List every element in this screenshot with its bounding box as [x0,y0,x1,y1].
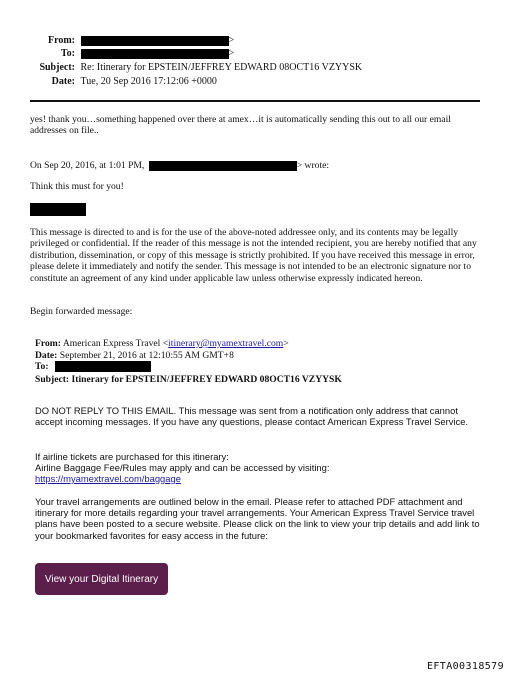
header-subject-row [0,61,362,74]
arrangements-text: Your travel arrangements are outlined below in the email. Please refer to attached PDF attachment and itinerary for more details regarding your travel arrangements. Your American Express Travel Service travel plans have been posted to a secure website. Please click on the link to view your trip details and add link to your bookmarked favorites for easy access in the future: [35,496,480,541]
disclaimer-text: This message is directed to and is for the use of the above-noted addressee only, and its contents may be legally privileged or confidential. If the reader of this message is not the intended recipient, you are hereby notified that any distribution, dissemination, or copy of this message is strictly prohibited. If you have received this message in error, please delete it immediately and notify the sender. This message is not intended to be an electronic signature nor to constitute an agreement of any kind under applicable law unless otherwise expressly indicated hereon. [30,227,477,284]
header-from-suffix: > [228,35,235,46]
baggage-link-row [35,473,485,484]
airline-line-2: Airline Baggage Fee/Rules may apply and can be accessed by visiting: [35,462,330,473]
airline-line-1: If airline tickets are purchased for this itinerary: [35,451,229,462]
forwarded-date-row [35,350,234,362]
reply-text: yes! thank you…something happened over there at amex…it is automatically sending this out to all our email addresses on file.. [30,114,451,137]
forwarded-to-label: To: [35,361,49,372]
header-date-row [0,75,217,88]
header-to-suffix: > [228,48,235,59]
forwarded-to-row [35,361,151,373]
forwarded-date-label: Date: [35,350,58,361]
begin-forwarded-text: Begin forwarded message: [30,306,133,317]
think-text: Think this must for you! [30,181,124,192]
forwarded-from-label: From: [35,338,61,349]
forwarded-subject-row [35,374,342,386]
do-not-reply-text: DO NOT REPLY TO THIS EMAIL. This message was sent from a notification only address that cannot accept incoming messages. If you have any questions, please contact American Express Travel Service. [35,405,469,428]
view-digital-itinerary-button[interactable]: View your Digital Itinerary [35,563,168,595]
forwarded-from-email-link[interactable]: itinerary@myamextravel.com [168,338,284,349]
quoted-header [30,160,482,171]
redaction-block [149,161,297,171]
redaction-block [81,49,229,59]
forwarded-subject: Itinerary for EPSTEIN/JEFFREY EDWARD 08OCT16 VZYYSK [71,374,342,385]
redaction-block [55,361,151,372]
forwarded-from-name: American Express Travel < [62,338,169,349]
forwarded-from-row [35,338,289,350]
redaction-block [81,36,229,46]
header-divider [30,100,480,102]
header-to-label: To: [60,48,75,59]
header-from-label: From: [47,35,75,46]
forwarded-subject-label: Subject: [35,374,70,385]
forwarded-from-close: > [283,338,289,349]
forwarded-date: September 21, 2016 at 12:10:55 AM GMT+8 [59,350,234,361]
header-to-row [0,47,234,60]
header-subject: Re: Itinerary for EPSTEIN/JEFFREY EDWARD 08OCT16 VZYYSK [80,62,363,73]
quoted-header-suffix: > wrote: [296,160,330,171]
document-stamp: EFTA00318579 [426,661,504,672]
header-date: Tue, 20 Sep 2016 17:12:06 +0000 [80,76,217,87]
header-from-row [0,34,234,47]
header-subject-label: Subject: [39,62,75,73]
baggage-link[interactable]: https://myamextravel.com/baggage [35,473,181,484]
header-date-label: Date: [51,76,75,87]
redaction-block [30,203,86,216]
quoted-header-prefix: On Sep 20, 2016, at 1:01 PM, [30,160,145,171]
